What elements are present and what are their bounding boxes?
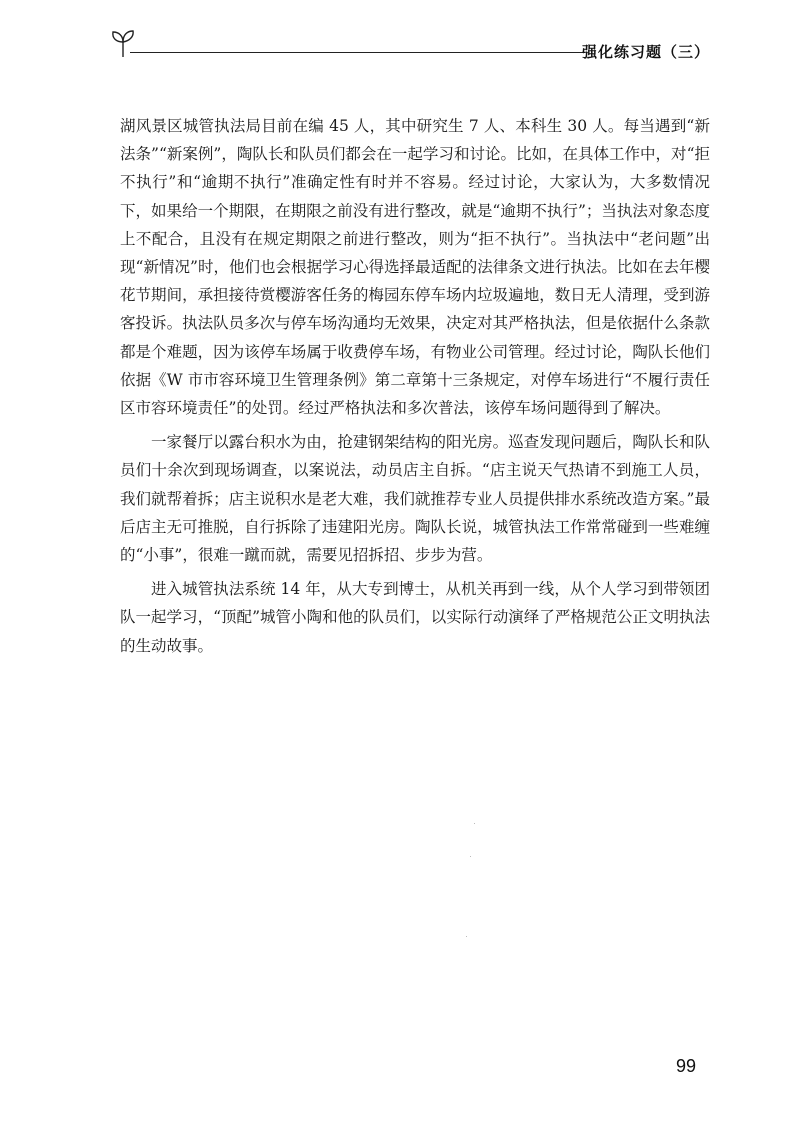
paragraph-3: 进入城管执法系统 14 年，从大专到博士，从机关再到一线，从个人学习到带领团队一起学习，“顶配”城管小陶和他的队员们，以实际行动演绎了严格规范公正文明执法的生动故事。 [120, 580, 710, 655]
header-title: 强化练习题（三） [581, 43, 710, 61]
scan-speck [466, 936, 467, 937]
paragraph-2: 一家餐厅以露台积水为由，抢建钢架结构的阳光房。巡查发现问题后，陶队长和队员们十余次到现场调查，以案说法，动员店主自拆。“店主说天气热请不到施工人员，我们就帮着拆；店主说积水是老大难，我们就推荐专业人员提供排水系统改造方案。”最后店主无可推脱，自行拆除了违建阳光房。陶队长说，城管执法工作常常碰到一些难缠的“小事”，很难一蹴而就，需要见招拆招、步步为营。 [120, 433, 710, 565]
page-number: 99 [676, 1056, 697, 1076]
header-rule [130, 52, 585, 53]
scan-speck [470, 856, 471, 857]
running-header [100, 28, 710, 68]
scan-speck [474, 823, 475, 824]
sprout-icon [110, 28, 136, 58]
body-text [120, 112, 710, 666]
paragraph-1: 湖风景区城管执法局目前在编 45 人，其中研究生 7 人、本科生 30 人。每当遇到“新法条”“新案例”，陶队长和队员们都会在一起学习和讨论。比如，在具体工作中，对“拒不执行”和“逾期不执行”准确定性有时并不容易。经过讨论，大家认为，大多数情况下，如果给一个期限，在期限之前没有进行整改，就是“逾期不执行”；当执法对象态度上不配合，且没有在规定期限之前进行整改，则为“拒不执行”。当执法中“老问题”出现“新情况”时，他们也会根据学习心得选择最适配的法律条文进行执法。比如在去年樱花节期间，承担接待赏樱游客任务的梅园东停车场内垃圾遍地，数日无人清理，受到游客投诉。执法队员多次与停车场沟通均无效果，决定对其严格执法，但是依据什么条款都是个难题，因为该停车场属于收费停车场，有物业公司管理。经过讨论，陶队长他们依据《W 市市容环境卫生管理条例》第二章第十三条规定，对停车场进行“不履行责任区市容环境责任”的处罚。经过严格执法和多次普法，该停车场问题得到了解决。 [120, 117, 710, 418]
